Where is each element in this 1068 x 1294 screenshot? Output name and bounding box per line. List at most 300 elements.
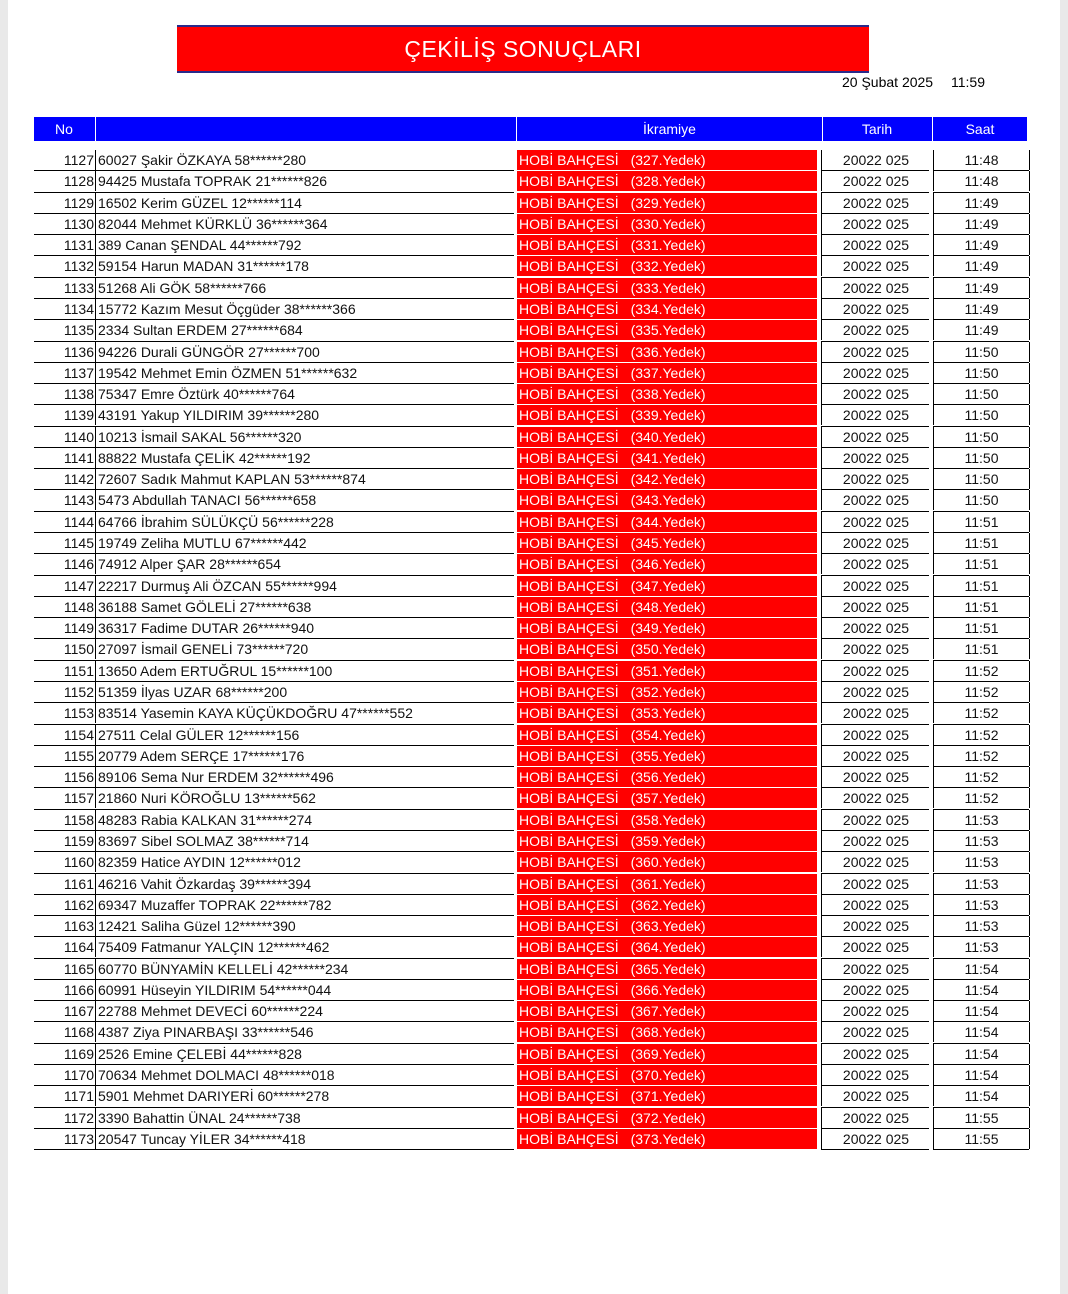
results-page [8, 0, 1060, 1294]
row-prize [517, 725, 817, 745]
row-time: 11:49 [933, 278, 1030, 298]
row-time: 11:49 [933, 214, 1030, 234]
row-prize [517, 746, 817, 766]
row-prize [517, 916, 817, 936]
row-underline [34, 1149, 514, 1150]
row-prize [517, 193, 817, 213]
prize-label: HOBİ BAHÇESİ [519, 513, 619, 530]
prize-label: HOBİ BAHÇESİ [519, 875, 619, 892]
prize-label: HOBİ BAHÇESİ [519, 918, 619, 935]
row-name: 16502 Kerim GÜZEL 12******114 [95, 193, 513, 213]
row-no: 1143 [63, 492, 94, 509]
row-time: 11:51 [933, 576, 1030, 596]
row-prize [517, 512, 817, 532]
row-time: 11:53 [933, 874, 1030, 894]
row-no: 1168 [63, 1024, 94, 1041]
table-row [8, 597, 1060, 618]
row-no: 1153 [63, 705, 94, 722]
table-row [8, 235, 1060, 256]
prize-label: HOBİ BAHÇESİ [519, 726, 619, 743]
table-row [8, 405, 1060, 426]
table-row [8, 214, 1060, 235]
row-date: 20022 025 [821, 320, 930, 340]
reserve-label: (360.Yedek) [630, 854, 706, 871]
row-date: 20022 025 [821, 448, 930, 468]
row-name: 36188 Samet GÖLELİ 27******638 [95, 597, 513, 617]
row-date: 20022 025 [821, 661, 930, 681]
table-row [8, 1022, 1060, 1043]
prize-label: HOBİ BAHÇESİ [519, 577, 619, 594]
row-time: 11:53 [933, 810, 1030, 830]
row-date: 20022 025 [821, 256, 930, 276]
table-row [8, 959, 1060, 980]
reserve-label: (336.Yedek) [630, 343, 706, 360]
row-no: 1171 [63, 1088, 94, 1105]
row-no: 1145 [63, 535, 94, 552]
row-no: 1147 [63, 577, 94, 594]
reserve-label: (349.Yedek) [630, 620, 706, 637]
reserve-label: (370.Yedek) [630, 1067, 706, 1084]
table-row [8, 788, 1060, 809]
row-date: 20022 025 [821, 1108, 930, 1128]
row-time: 11:52 [933, 703, 1030, 723]
header-time: Saat [965, 121, 995, 137]
row-prize [517, 937, 817, 957]
row-no: 1151 [63, 662, 94, 679]
reserve-label: (331.Yedek) [630, 237, 706, 254]
reserve-label: (334.Yedek) [630, 300, 706, 317]
row-date: 20022 025 [821, 1022, 930, 1042]
print-date: 20 Şubat 2025 [842, 74, 934, 90]
reserve-label: (350.Yedek) [630, 641, 706, 658]
row-no: 1132 [63, 258, 94, 275]
row-time: 11:48 [933, 150, 1030, 170]
table-row [8, 618, 1060, 639]
row-date: 20022 025 [821, 576, 930, 596]
row-name: 19749 Zeliha MUTLU 67******442 [95, 533, 513, 553]
row-date: 20022 025 [821, 1065, 930, 1085]
row-date: 20022 025 [821, 1001, 930, 1021]
row-name: 74912 Alper ŞAR 28******654 [95, 554, 513, 574]
row-time: 11:50 [933, 469, 1030, 489]
prize-label: HOBİ BAHÇESİ [519, 705, 619, 722]
prize-label: HOBİ BAHÇESİ [519, 981, 619, 998]
row-date: 20022 025 [821, 533, 930, 553]
table-row [8, 448, 1060, 469]
table-row [8, 278, 1060, 299]
row-date: 20022 025 [821, 980, 930, 1000]
reserve-label: (330.Yedek) [630, 215, 706, 232]
row-time: 11:49 [933, 320, 1030, 340]
reserve-label: (338.Yedek) [630, 386, 706, 403]
table-row [8, 980, 1060, 1001]
prize-label: HOBİ BAHÇESİ [519, 279, 619, 296]
row-name: 27097 İsmail GENELİ 73******720 [95, 639, 513, 659]
row-prize [517, 980, 817, 1000]
row-no: 1172 [63, 1109, 94, 1126]
row-name: 3390 Bahattin ÜNAL 24******738 [95, 1108, 513, 1128]
row-date: 20022 025 [821, 427, 930, 447]
row-time: 11:52 [933, 661, 1030, 681]
row-date: 20022 025 [821, 384, 930, 404]
row-name: 10213 İsmail SAKAL 56******320 [95, 427, 513, 447]
row-name: 94425 Mustafa TOPRAK 21******826 [95, 171, 513, 191]
row-prize [517, 1022, 817, 1042]
print-time: 11:59 [950, 74, 985, 90]
row-no: 1154 [63, 726, 94, 743]
prize-label: HOBİ BAHÇESİ [519, 449, 619, 466]
row-prize [517, 1129, 817, 1149]
table-row [8, 554, 1060, 575]
row-date: 20022 025 [821, 725, 930, 745]
row-date: 20022 025 [821, 916, 930, 936]
reserve-label: (358.Yedek) [630, 811, 706, 828]
reserve-label: (343.Yedek) [630, 492, 706, 509]
row-prize [517, 810, 817, 830]
row-time: 11:49 [933, 235, 1030, 255]
row-no: 1141 [63, 449, 94, 466]
prize-label: HOBİ BAHÇESİ [519, 854, 619, 871]
table-row [8, 533, 1060, 554]
row-name: 19542 Mehmet Emin ÖZMEN 51******632 [95, 363, 513, 383]
prize-label: HOBİ BAHÇESİ [519, 343, 619, 360]
row-prize [517, 1086, 817, 1106]
row-time: 11:53 [933, 937, 1030, 957]
row-prize [517, 1044, 817, 1064]
row-date: 20022 025 [821, 512, 930, 532]
reserve-label: (359.Yedek) [630, 832, 706, 849]
row-name: 59154 Harun MADAN 31******178 [95, 256, 513, 276]
table-row [8, 895, 1060, 916]
row-time: 11:51 [933, 512, 1030, 532]
row-date: 20022 025 [821, 959, 930, 979]
table-row [8, 469, 1060, 490]
row-prize [517, 469, 817, 489]
row-name: 36317 Fadime DUTAR 26******940 [95, 618, 513, 638]
row-name: 46216 Vahit Özkardaş 39******394 [95, 874, 513, 894]
reserve-label: (361.Yedek) [630, 875, 706, 892]
row-date: 20022 025 [821, 469, 930, 489]
reserve-label: (362.Yedek) [630, 896, 706, 913]
prize-label: HOBİ BAHÇESİ [519, 769, 619, 786]
row-date: 20022 025 [821, 831, 930, 851]
row-time: 11:49 [933, 299, 1030, 319]
prize-label: HOBİ BAHÇESİ [519, 364, 619, 381]
reserve-label: (368.Yedek) [630, 1024, 706, 1041]
prize-label: HOBİ BAHÇESİ [519, 215, 619, 232]
row-prize [517, 959, 817, 979]
row-name: 72607 Sadık Mahmut KAPLAN 53******874 [95, 469, 513, 489]
row-date: 20022 025 [821, 214, 930, 234]
table-row [8, 639, 1060, 660]
table-row [8, 1065, 1060, 1086]
row-no: 1155 [63, 747, 94, 764]
row-time: 11:54 [933, 1086, 1030, 1106]
row-prize [517, 682, 817, 702]
row-prize [517, 533, 817, 553]
row-no: 1150 [63, 641, 94, 658]
row-no: 1138 [63, 386, 94, 403]
row-no: 1134 [63, 300, 94, 317]
row-no: 1169 [63, 1045, 94, 1062]
row-time: 11:48 [933, 171, 1030, 191]
reserve-label: (366.Yedek) [630, 981, 706, 998]
prize-label: HOBİ BAHÇESİ [519, 1067, 619, 1084]
row-time: 11:49 [933, 193, 1030, 213]
row-prize [517, 703, 817, 723]
row-name: 20547 Tuncay YİLER 34******418 [95, 1129, 513, 1149]
row-time: 11:51 [933, 639, 1030, 659]
prize-label: HOBİ BAHÇESİ [519, 407, 619, 424]
row-name: 12421 Saliha Güzel 12******390 [95, 916, 513, 936]
row-no: 1163 [63, 918, 94, 935]
table-row [8, 682, 1060, 703]
prize-label: HOBİ BAHÇESİ [519, 1130, 619, 1147]
reserve-label: (342.Yedek) [630, 471, 706, 488]
row-time: 11:51 [933, 618, 1030, 638]
row-name: 4387 Ziya PINARBAŞI 33******546 [95, 1022, 513, 1042]
row-prize [517, 767, 817, 787]
row-date: 20022 025 [821, 299, 930, 319]
row-time: 11:52 [933, 788, 1030, 808]
row-time: 11:54 [933, 980, 1030, 1000]
prize-label: HOBİ BAHÇESİ [519, 492, 619, 509]
row-name: 43191 Yakup YILDIRIM 39******280 [95, 405, 513, 425]
reserve-label: (337.Yedek) [630, 364, 706, 381]
row-name: 51359 İlyas UZAR 68******200 [95, 682, 513, 702]
row-date: 20022 025 [821, 235, 930, 255]
row-date: 20022 025 [821, 874, 930, 894]
reserve-label: (364.Yedek) [630, 939, 706, 956]
row-date: 20022 025 [821, 1129, 930, 1149]
reserve-label: (332.Yedek) [630, 258, 706, 275]
reserve-label: (363.Yedek) [630, 918, 706, 935]
row-underline [821, 1149, 929, 1150]
row-name: 83697 Sibel SOLMAZ 38******714 [95, 831, 513, 851]
table-row [8, 490, 1060, 511]
row-no: 1158 [63, 811, 94, 828]
reserve-label: (351.Yedek) [630, 662, 706, 679]
row-prize [517, 639, 817, 659]
row-name: 89106 Sema Nur ERDEM 32******496 [95, 767, 513, 787]
prize-label: HOBİ BAHÇESİ [519, 684, 619, 700]
prize-label: HOBİ BAHÇESİ [519, 747, 619, 764]
reserve-label: (355.Yedek) [630, 747, 706, 764]
reserve-label: (352.Yedek) [630, 684, 706, 700]
row-date: 20022 025 [821, 150, 930, 170]
row-no: 1165 [63, 960, 94, 977]
row-time: 11:53 [933, 831, 1030, 851]
prize-label: HOBİ BAHÇESİ [519, 194, 619, 211]
row-prize [517, 299, 817, 319]
header-name [96, 117, 516, 141]
table-row [8, 256, 1060, 277]
row-name: 75409 Fatmanur YALÇIN 12******462 [95, 937, 513, 957]
prize-label: HOBİ BAHÇESİ [519, 896, 619, 913]
page-title: ÇEKİLİŞ SONUÇLARI [177, 25, 869, 73]
row-prize [517, 363, 817, 383]
table-row [8, 320, 1060, 341]
row-no: 1161 [63, 875, 94, 892]
row-name: 60027 Şakir ÖZKAYA 58******280 [95, 150, 513, 170]
row-time: 11:50 [933, 448, 1030, 468]
reserve-label: (329.Yedek) [630, 194, 706, 211]
row-name: 21860 Nuri KÖROĞLU 13******562 [95, 788, 513, 808]
row-date: 20022 025 [821, 193, 930, 213]
prize-label: HOBİ BAHÇESİ [519, 641, 619, 658]
prize-label: HOBİ BAHÇESİ [519, 237, 619, 254]
row-prize [517, 661, 817, 681]
table-row [8, 512, 1060, 533]
row-no: 1136 [63, 343, 94, 360]
row-name: 2334 Sultan ERDEM 27******684 [95, 320, 513, 340]
row-name: 60770 BÜNYAMİN KELLELİ 42******234 [95, 959, 513, 979]
row-time: 11:52 [933, 725, 1030, 745]
row-no: 1156 [63, 769, 94, 786]
row-prize [517, 788, 817, 808]
row-name: 82359 Hatice AYDIN 12******012 [95, 852, 513, 872]
row-name: 94226 Durali GÜNGÖR 27******700 [95, 342, 513, 362]
prize-label: HOBİ BAHÇESİ [519, 1003, 619, 1020]
row-prize [517, 852, 817, 872]
row-date: 20022 025 [821, 639, 930, 659]
row-no: 1149 [63, 620, 94, 637]
row-time: 11:53 [933, 852, 1030, 872]
reserve-label: (333.Yedek) [630, 279, 706, 296]
row-no: 1135 [63, 322, 94, 339]
row-no: 1129 [63, 194, 94, 211]
reserve-label: (365.Yedek) [630, 960, 706, 977]
row-no: 1166 [63, 981, 94, 998]
row-no: 1159 [63, 832, 94, 849]
row-no: 1162 [63, 896, 94, 913]
row-no: 1131 [63, 237, 94, 254]
row-no: 1170 [63, 1067, 94, 1084]
prize-label: HOBİ BAHÇESİ [519, 1109, 619, 1126]
row-date: 20022 025 [821, 810, 930, 830]
row-time: 11:54 [933, 1044, 1030, 1064]
row-date: 20022 025 [821, 597, 930, 617]
row-date: 20022 025 [821, 1044, 930, 1064]
row-prize [517, 490, 817, 510]
row-prize [517, 235, 817, 255]
prize-label: HOBİ BAHÇESİ [519, 173, 619, 190]
reserve-label: (357.Yedek) [630, 790, 706, 807]
row-underline [933, 1149, 1029, 1150]
reserve-label: (372.Yedek) [630, 1109, 706, 1126]
row-time: 11:49 [933, 256, 1030, 276]
row-name: 70634 Mehmet DOLMACI 48******018 [95, 1065, 513, 1085]
row-date: 20022 025 [821, 937, 930, 957]
reserve-label: (347.Yedek) [630, 577, 706, 594]
row-prize [517, 1001, 817, 1021]
table-row [8, 363, 1060, 384]
table-row [8, 342, 1060, 363]
row-time: 11:52 [933, 682, 1030, 702]
row-prize [517, 342, 817, 362]
row-time: 11:51 [933, 597, 1030, 617]
table-row [8, 1086, 1060, 1107]
row-name: 60991 Hüseyin YILDIRIM 54******044 [95, 980, 513, 1000]
table-row [8, 1001, 1060, 1022]
row-name: 83514 Yasemin KAYA KÜÇÜKDOĞRU 47******552 [95, 703, 513, 723]
table-row [8, 384, 1060, 405]
prize-label: HOBİ BAHÇESİ [519, 832, 619, 849]
row-date: 20022 025 [821, 852, 930, 872]
row-name: 64766 İbrahim SÜLÜKÇÜ 56******228 [95, 512, 513, 532]
reserve-label: (369.Yedek) [630, 1045, 706, 1062]
row-prize [517, 448, 817, 468]
row-no: 1152 [63, 684, 94, 700]
row-date: 20022 025 [821, 278, 930, 298]
row-prize [517, 405, 817, 425]
row-name: 20779 Adem SERÇE 17******176 [95, 746, 513, 766]
row-prize [517, 618, 817, 638]
prize-label: HOBİ BAHÇESİ [519, 556, 619, 573]
row-date: 20022 025 [821, 490, 930, 510]
row-prize [517, 1065, 817, 1085]
prize-label: HOBİ BAHÇESİ [519, 960, 619, 977]
row-no: 1160 [63, 854, 94, 871]
row-name: 5473 Abdullah TANACI 56******658 [95, 490, 513, 510]
row-name: 88822 Mustafa ÇELİK 42******192 [95, 448, 513, 468]
row-name: 48283 Rabia KALKAN 31******274 [95, 810, 513, 830]
row-time: 11:50 [933, 490, 1030, 510]
row-time: 11:50 [933, 342, 1030, 362]
row-time: 11:52 [933, 767, 1030, 787]
table-row [8, 576, 1060, 597]
table-row [8, 703, 1060, 724]
row-prize [517, 320, 817, 340]
reserve-label: (346.Yedek) [630, 556, 706, 573]
row-name: 82044 Mehmet KÜRKLÜ 36******364 [95, 214, 513, 234]
row-date: 20022 025 [821, 895, 930, 915]
row-prize [517, 427, 817, 447]
row-no: 1128 [63, 173, 94, 190]
row-time: 11:54 [933, 1001, 1030, 1021]
prize-label: HOBİ BAHÇESİ [519, 428, 619, 445]
row-name: 69347 Muzaffer TOPRAK 22******782 [95, 895, 513, 915]
reserve-label: (367.Yedek) [630, 1003, 706, 1020]
reserve-label: (339.Yedek) [630, 407, 706, 424]
row-date: 20022 025 [821, 682, 930, 702]
row-time: 11:54 [933, 1022, 1030, 1042]
reserve-label: (373.Yedek) [630, 1130, 706, 1147]
row-prize [517, 256, 817, 276]
table-row [8, 1044, 1060, 1065]
reserve-label: (354.Yedek) [630, 726, 706, 743]
row-time: 11:51 [933, 533, 1030, 553]
table-row [8, 661, 1060, 682]
reserve-label: (328.Yedek) [630, 173, 706, 190]
prize-label: HOBİ BAHÇESİ [519, 790, 619, 807]
row-no: 1137 [63, 364, 94, 381]
prize-label: HOBİ BAHÇESİ [519, 598, 619, 615]
row-name: 13650 Adem ERTUĞRUL 15******100 [95, 661, 513, 681]
row-no: 1173 [63, 1130, 94, 1147]
prize-label: HOBİ BAHÇESİ [519, 1024, 619, 1041]
row-time: 11:50 [933, 405, 1030, 425]
row-prize [517, 874, 817, 894]
reserve-label: (344.Yedek) [630, 513, 706, 530]
row-prize [517, 554, 817, 574]
reserve-label: (340.Yedek) [630, 428, 706, 445]
table-row [8, 193, 1060, 214]
prize-label: HOBİ BAHÇESİ [519, 939, 619, 956]
row-no: 1157 [63, 790, 94, 807]
reserve-label: (353.Yedek) [630, 705, 706, 722]
row-time: 11:50 [933, 384, 1030, 404]
